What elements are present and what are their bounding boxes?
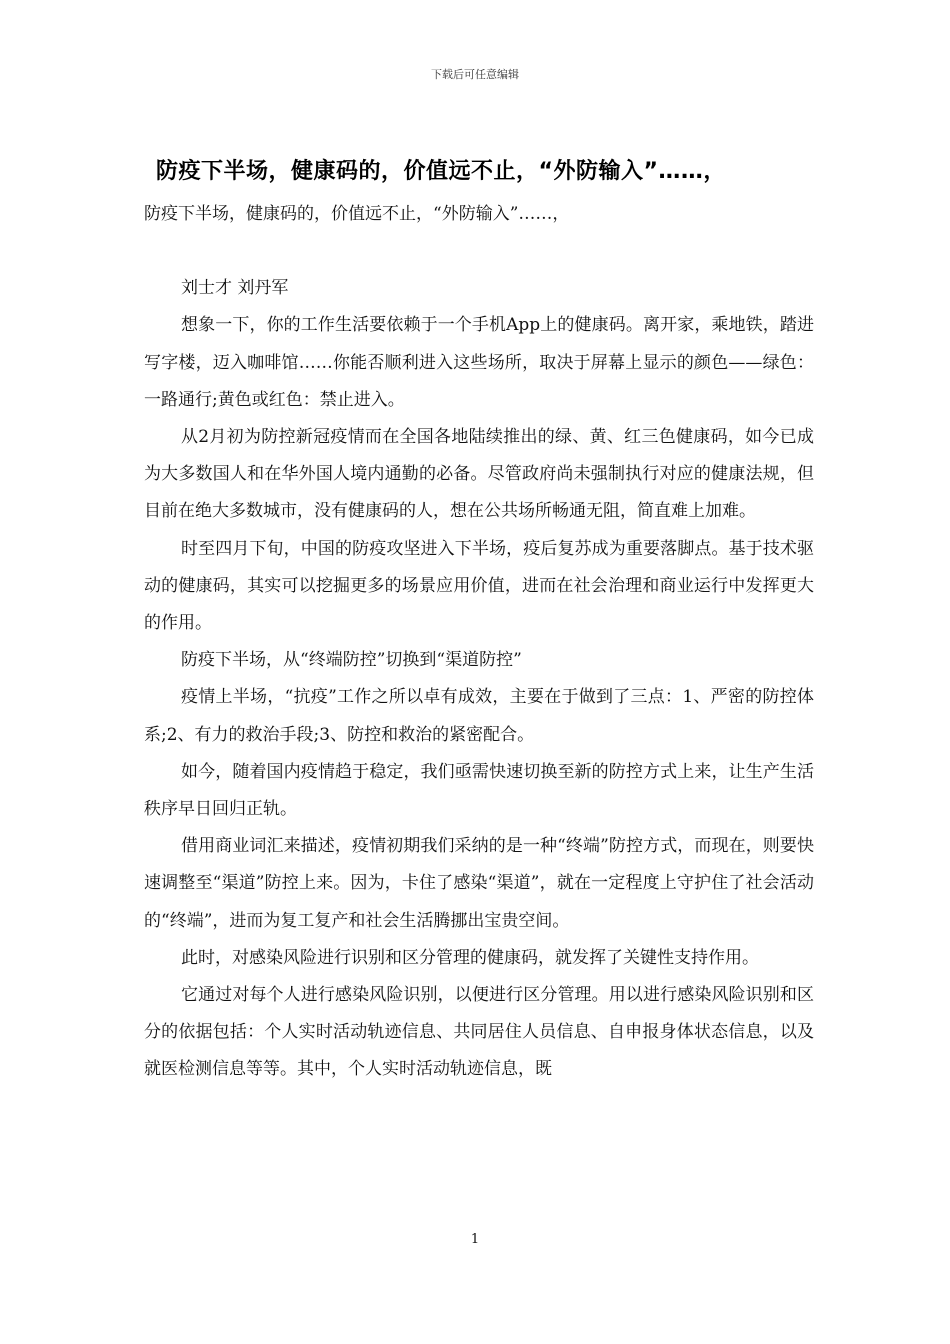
paragraph: 疫情上半场，“抗疫”工作之所以卓有成效，主要在于做到了三点：1、严密的防控体系;2、有力的救治手段;3、防控和救治的紧密配合。 <box>144 687 814 745</box>
paragraph: 从2月初为防控新冠疫情而在全国各地陆续推出的绿、黄、红三色健康码，如今已成为大多数国人和在华外国人境内通勤的必备。尽管政府尚未强制执行对应的健康法规，但目前在绝大多数城市，没有健康码的人，想在公共场所畅通无阻，简直难上加难。 <box>144 427 814 522</box>
page-header: 下载后可任意编辑 <box>431 68 519 81</box>
section-heading: 防疫下半场，从“终端防控”切换到“渠道防控” <box>181 650 522 671</box>
paragraph: 如今，随着国内疫情趋于稳定，我们亟需快速切换至新的防控方式上来，让生产生活秩序早日回归正轨。 <box>144 761 814 820</box>
page-number: 1 <box>470 1232 480 1247</box>
paragraph: 它通过对每个人进行感染风险识别，以便进行区分管理。用以进行感染风险识别和区分的依据包括：个人实时活动轨迹信息、共同居住人员信息、自申报身体状态信息，以及就医检测信息等等。其中，个人实时活动轨迹信息，既 <box>144 985 814 1080</box>
paragraph: 此时，对感染风险进行识别和区分管理的健康码，就发挥了关键性支持作用。 <box>181 947 759 968</box>
paragraph: 时至四月下旬，中国的防疫攻坚进入下半场，疫后复苏成为重要落脚点。基于技术驱动的健康码，其实可以挖掘更多的场景应用价值，进而在社会治理和商业运行中发挥更大的作用。 <box>144 538 814 634</box>
paragraph: 借用商业词汇来描述，疫情初期我们采纳的是一种“终端”防控方式，而现在，则要快速调整至“渠道”防控上来。因为，卡住了感染“渠道”，就在一定程度上守护住了社会活动的“终端”，进而为复工复产和社会生活腾挪出宝贵空间。 <box>144 836 814 931</box>
document-body <box>144 196 814 1089</box>
authors-line: 刘士才 刘丹军 <box>181 278 289 299</box>
paragraph: 想象一下，你的工作生活要依赖于一个手机App上的健康码。离开家，乘地铁，踏进写字楼，迈入咖啡馆……你能否顺利进入这些场所，取决于屏幕上显示的颜色——绿色：一路通行;黄色或红色：禁止进入。 <box>144 315 814 410</box>
document-title: 防疫下半场，健康码的，价值远不止，“外防输入”……， <box>156 159 726 184</box>
document-subtitle: 防疫下半场，健康码的，价值远不止，“外防输入”……， <box>144 204 570 224</box>
